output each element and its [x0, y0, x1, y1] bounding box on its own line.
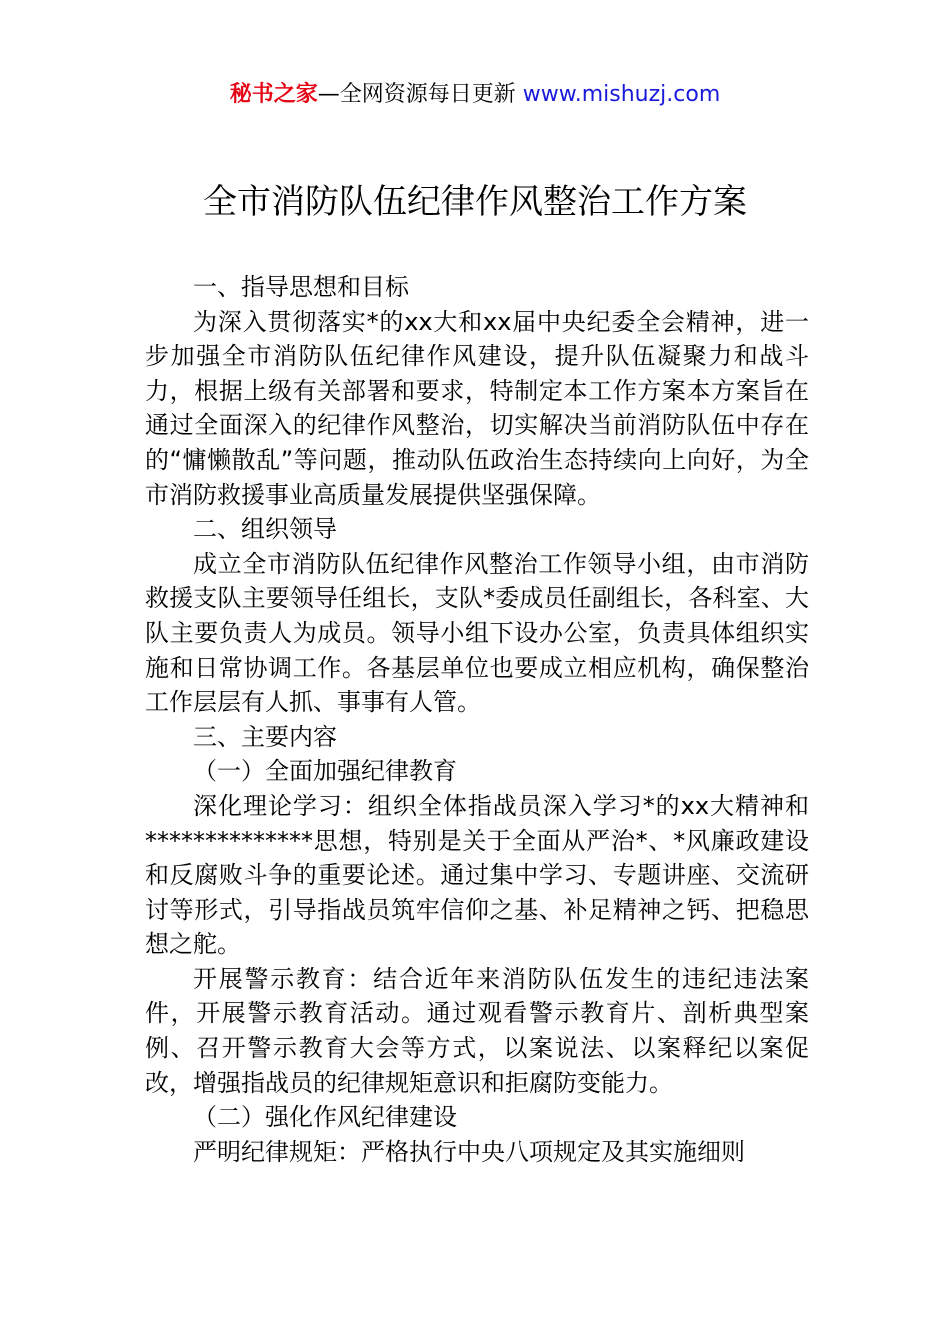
paragraph: 严明纪律规矩：严格执行中央八项规定及其实施细则 [193, 1137, 745, 1166]
subsection-heading-1: （一）全面加强纪律教育 [193, 757, 457, 786]
paragraph: 开展警示教育：结合近年来消防队伍发生的违纪违法案件，开展警示教育活动。通过观看警示教育片、剖析典型案例、召开警示教育大会等方式，以案说法、以案释纪以案促改，增强指战员的纪律规矩意识和拒腐防变能力。 [145, 964, 809, 1097]
section-heading-1: 一、指导思想和目标 [193, 273, 409, 301]
header-tagline: —全网资源每日更新 [317, 82, 523, 107]
document-title: 全市消防队伍纪律作风整治工作方案 [203, 182, 747, 222]
brand-name: 秘书之家 [229, 82, 318, 107]
section-heading-3: 三、主要内容 [193, 722, 337, 751]
document-body [145, 270, 809, 1169]
site-header [0, 78, 950, 112]
subsection-heading-2: （二）强化作风纪律建设 [193, 1103, 457, 1132]
paragraph: 深化理论学习：组织全体指战员深入学习*的xx大精神和**************思想，特别是关于全面从严治*、*风廉政建设和反腐败斗争的重要论述。通过集中学习、专题讲座、交流研讨等形式，引导指战员筑牢信仰之基、补足精神之钙、把稳思想之舵。 [145, 791, 809, 959]
site-url-link[interactable]: www.mishuzj.com [522, 82, 721, 107]
paragraph: 为深入贯彻落实*的xx大和xx届中央纪委全会精神，进一步加强全市消防队伍纪律作风建设，提升队伍凝聚力和战斗力，根据上级有关部署和要求，特制定本工作方案本方案旨在通过全面深入的纪律作风整治，切实解决当前消防队伍中存在的“慵懒散乱”等问题，推动队伍政治生态持续向上向好，为全市消防救援事业高质量发展提供坚强保障。 [145, 307, 809, 509]
section-heading-2: 二、组织领导 [193, 515, 337, 544]
paragraph: 成立全市消防队伍纪律作风整治工作领导小组，由市消防救援支队主要领导任组长，支队*委成员任副组长，各科室、大队主要负责人为成员。领导小组下设办公室，负责具体组织实施和日常协调工作。各基层单位也要成立相应机构，确保整治工作层层有人抓、事事有人管。 [145, 549, 809, 717]
